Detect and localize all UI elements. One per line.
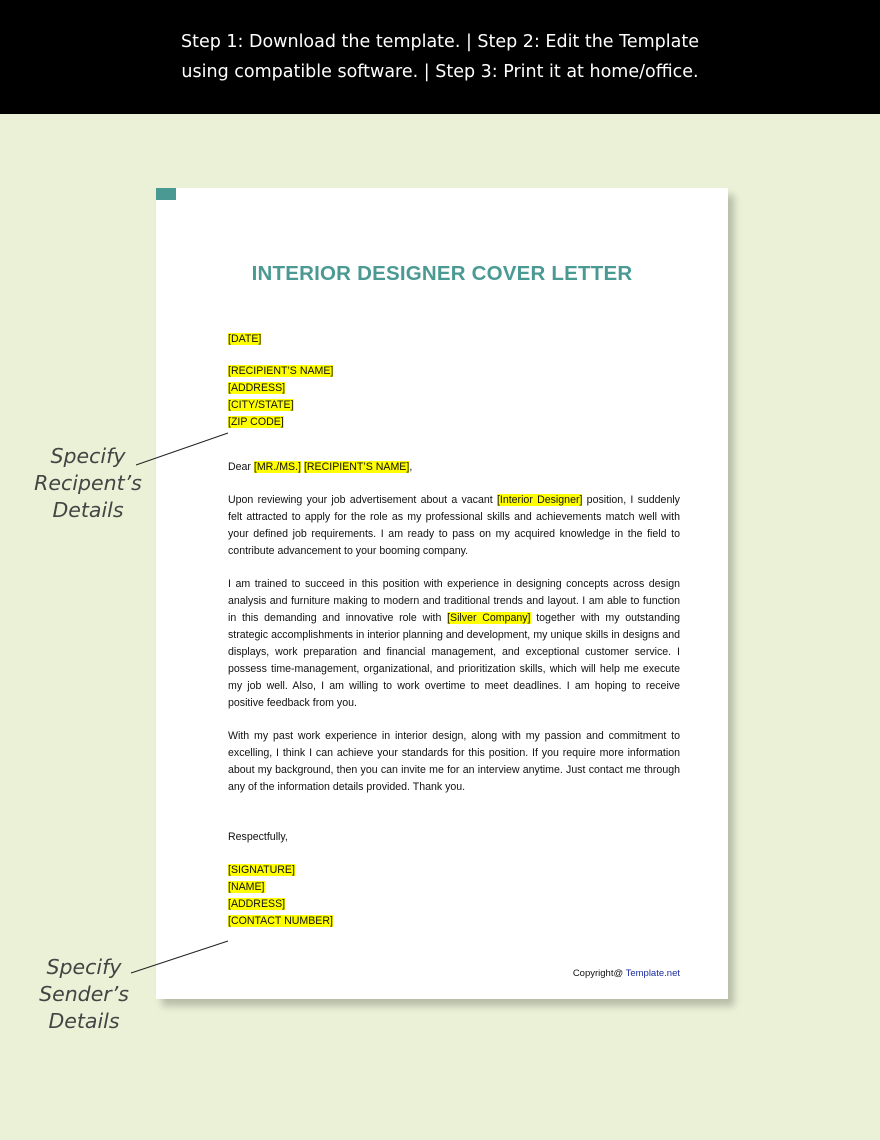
salutation-title: [MR./MS.] [253,461,301,473]
recipient-address: [ADDRESS] [228,382,286,394]
sender-name: [NAME] [228,881,265,893]
letter-page [156,188,728,999]
company-placeholder: [Silver Company] [447,612,531,624]
paragraph-2: I am trained to succeed in this position with experience in designing concepts across design analysis and furniture making to modern and traditional trends and layout. I am able to function in this demanding and innovative role with [Silver Company] together with my outstanding strategic accomplishments in interior planning and development, my unique skills in designs and displays, work preparation and financial management, and exceptional customer service. I possess time-management, organizational, and prioritization skills, which will help me execute my job well. Also, I am willing to work overtime to meet deadlines. I am hoping to receive positive feedback from you. [228,578,680,709]
paragraph-1: Upon reviewing your job advertisement about a vacant [Interior Designer] position, I suddenly felt attracted to apply for the role as my professional skills and achievements match well with your defined job requirements. I am ready to pass on my acquired knowledge in the field to contribute advancement to your booming company. [228,494,680,557]
letter-title: INTERIOR DESIGNER COVER LETTER [251,262,633,285]
closing: Respectfully, [228,831,288,843]
recipient-annotation: Specify Recipent’s Details [34,444,142,522]
sender-contact: [CONTACT NUMBER] [228,915,333,927]
template-link[interactable]: Template.net [625,968,680,979]
copyright: Copyright@ Template.net [572,968,680,979]
recipient-city-state: [CITY/STATE] [228,399,294,411]
recipient-zip: [ZIP CODE] [228,416,284,428]
sender-address: [ADDRESS] [228,898,286,910]
letter-body [228,331,680,930]
banner-line-1: Step 1: Download the template. | Step 2: Edit the Template [180,32,699,52]
salutation: Dear [MR./MS.] [RECIPIENT’S NAME], [228,461,413,473]
position-placeholder: [Interior Designer] [496,494,583,506]
banner-line-2: using compatible software. | Step 3: Print it at home/office. [181,62,699,82]
paragraph-3: With my past work experience in interior design, along with my passion and commitment to excelling, I think I can achieve your standards for this position. If you require more information about my background, then you can invite me for an interview anytime. Just contact me through any of the information details provided. Thank you. [228,730,680,793]
salutation-name: [RECIPIENT’S NAME] [303,461,410,473]
date-placeholder: [DATE] [228,333,262,345]
sender-annotation: Specify Sender’s Details [39,955,129,1033]
sender-signature: [SIGNATURE] [228,864,295,876]
instructions-banner [0,0,880,114]
corner-accent [156,188,176,200]
recipient-name: [RECIPIENT’S NAME] [228,365,334,377]
